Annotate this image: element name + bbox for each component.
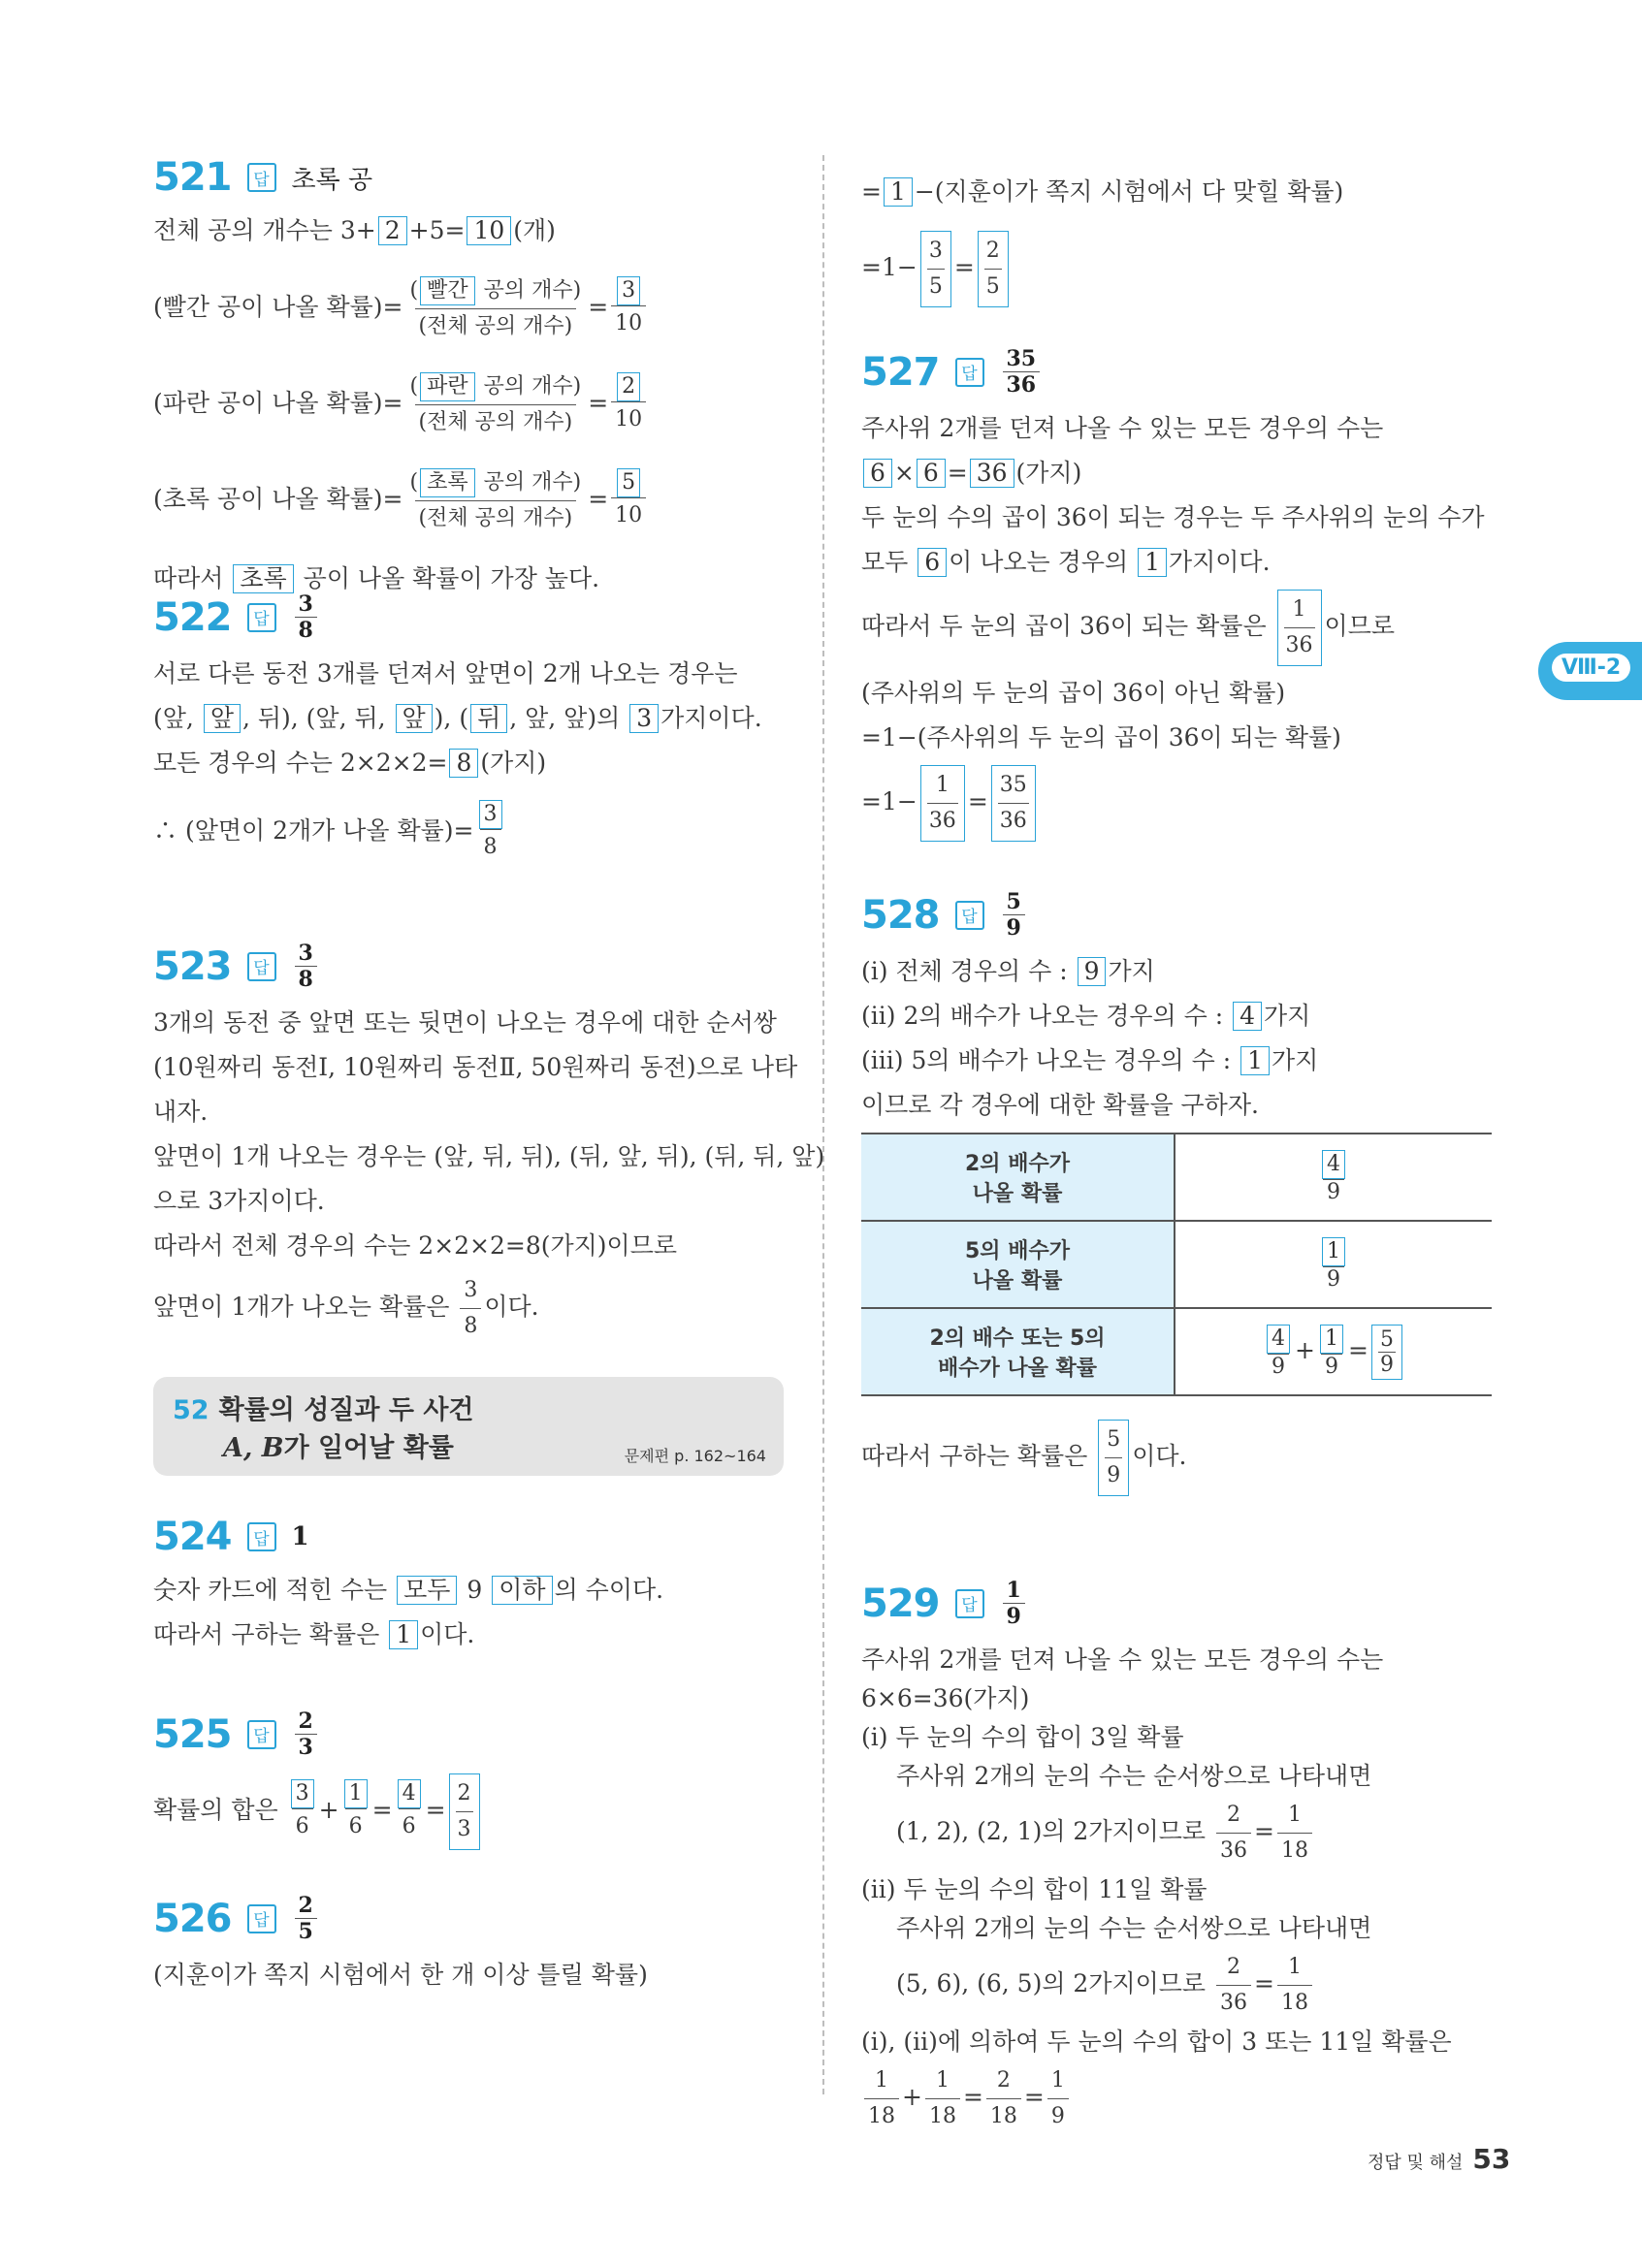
- answer-badge: 답: [955, 901, 984, 930]
- table-row: 5의 배수가 나올 확률 $\frac{1}{9}$: [861, 1221, 1492, 1308]
- text-line: 모든 경우의 수는 2×2×2= 8 (가지): [153, 749, 547, 777]
- text-line: 내자.: [153, 1098, 209, 1126]
- problem-521: [153, 155, 784, 591]
- problem-number: 529: [861, 1581, 940, 1626]
- table-row: 2의 배수가 나올 확률 $\frac{4}{9}$: [861, 1134, 1492, 1221]
- page-number: 53: [1472, 2143, 1511, 2175]
- problem-number: 521: [153, 155, 232, 200]
- text-line: (ⅱ) 두 눈의 수의 합이 11일 확률: [861, 1875, 1207, 1903]
- text-line: 모두 6 이 나오는 경우의 1 가지이다.: [861, 548, 1271, 576]
- answer-fraction: $\frac{5}{9}$: [1003, 889, 1025, 941]
- formula-line: (빨간 공이 나올 확률)= $\frac{\text{( 빨간 공의 개수)}}{\text{(전체 공의 개수)}}$ = $\frac{3}{10}$: [153, 273, 784, 344]
- section-reference: 문제편 p. 162~164: [624, 1447, 766, 1465]
- table-row: 2의 배수 또는 5의 배수가 나올 확률 $\frac{4}{9}$ + $\frac{1}{9}$ = $\frac{5}{9}$: [861, 1308, 1492, 1395]
- text-line: 따라서 전체 경우의 수는 2×2×2=8(가지)이므로: [153, 1231, 678, 1260]
- problem-number: 526: [153, 1896, 232, 1941]
- column-divider: [822, 155, 824, 2094]
- text-line: (ⅰ), (ⅱ)에 의하여 두 눈의 수의 합이 3 또는 11일 확률은: [861, 2028, 1452, 2056]
- problem-number: 522: [153, 594, 232, 640]
- section-number: 52: [173, 1395, 209, 1425]
- footer-label: 정답 및 해설: [1368, 2153, 1464, 2173]
- text-line: 3개의 동전 중 앞면 또는 뒷면이 나오는 경우에 대한 순서쌍: [153, 1008, 777, 1037]
- formula-line: (초록 공이 나올 확률)= $\frac{\text{( 초록 공의 개수)}}{\text{(전체 공의 개수)}}$ = $\frac{5}{10}$: [153, 465, 784, 536]
- probability-table: [861, 1133, 1492, 1396]
- problem-number: 525: [153, 1711, 232, 1757]
- text-line: 주사위 2개를 던져 나올 수 있는 모든 경우의 수는: [861, 1645, 1384, 1674]
- text-line: (5, 6), (6, 5)의 2가지이므로 $\frac{2}{36}$ = $\frac{1}{18}$: [861, 1950, 1492, 2021]
- formula-line: $\frac{1}{18}$ + $\frac{1}{18}$ = $\frac{2}{18}$ = $\frac{1}{9}$: [861, 2063, 1492, 2134]
- text-line: 6×6=36(가지): [861, 1684, 1030, 1712]
- text-line: (ⅰ) 두 눈의 수의 합이 3일 확률: [861, 1723, 1184, 1751]
- answer-fraction: $\frac{2}{5}$: [295, 1893, 317, 1944]
- answer-badge: 답: [247, 163, 276, 192]
- problem-number: 523: [153, 943, 232, 989]
- text-line: (주사위의 두 눈의 곱이 36이 아닌 확률): [861, 679, 1286, 707]
- formula-line: =1− $\frac{3}{5}$ = $\frac{2}{5}$: [861, 231, 1492, 307]
- text-line: 따라서 두 눈의 곱이 36이 되는 확률은 $\frac{1}{36}$ 이므로: [861, 590, 1492, 666]
- text-line: (1, 2), (2, 1)의 2가지이므로 $\frac{2}{36}$ = $\frac{1}{18}$: [861, 1798, 1492, 1869]
- problem-524: [153, 1515, 784, 1709]
- text-line: = 1 −(지훈이가 쪽지 시험에서 다 맞힐 확률): [861, 177, 1344, 206]
- answer-text: 1: [291, 1522, 309, 1551]
- text-line: 주사위 2개의 눈의 수는 순서쌍으로 나타내면: [896, 1762, 1372, 1790]
- formula-line: 확률의 합은 $\frac{3}{6}$ + $\frac{1}{6}$ = $\frac{4}{6}$ = $\frac{2}{3}$: [153, 1773, 784, 1850]
- problem-526: [153, 1893, 784, 1993]
- answer-fraction: $\frac{2}{3}$: [295, 1709, 317, 1760]
- text-line: 서로 다른 동전 3개를 던져서 앞면이 2개 나오는 경우는: [153, 659, 738, 687]
- answer-badge: 답: [247, 952, 276, 981]
- text-line: 앞면이 1개가 나오는 확률은 $\frac{3}{8}$ 이다.: [153, 1273, 784, 1344]
- problem-529: [861, 1578, 1492, 2134]
- answer-badge: 답: [247, 603, 276, 632]
- text-line: (앞, 앞 , 뒤), (앞, 뒤, 앞 ), ( 뒤 , 앞, 앞)의 3 가지이다.: [153, 704, 762, 732]
- text-line: (ⅲ) 5의 배수가 나오는 경우의 수 : 1 가지: [861, 1046, 1319, 1074]
- problem-528: [861, 889, 1492, 1487]
- answer-badge: 답: [247, 1522, 276, 1551]
- text-line: 주사위 2개를 던져 나올 수 있는 모든 경우의 수는: [861, 414, 1384, 442]
- text-line: (지훈이가 쪽지 시험에서 한 개 이상 틀릴 확률): [153, 1961, 648, 1989]
- text-line: 이므로 각 경우에 대한 확률을 구하자.: [861, 1091, 1259, 1119]
- text-line: 주사위 2개의 눈의 수는 순서쌍으로 나타내면: [896, 1914, 1372, 1942]
- text-line: 따라서 구하는 확률은 $\frac{5}{9}$ 이다.: [861, 1420, 1492, 1496]
- problem-number: 524: [153, 1515, 232, 1559]
- answer-fraction: $\frac{35}{36}$: [1003, 346, 1041, 398]
- problem-number: 528: [861, 892, 940, 938]
- answer-badge: 답: [247, 1720, 276, 1749]
- text-line: 전체 공의 개수는 3+ 2 +5= 10 (개): [153, 216, 556, 244]
- problem-number: 527: [861, 349, 940, 395]
- chapter-tab[interactable]: [1538, 642, 1642, 700]
- text-line: (10원짜리 동전Ⅰ, 10원짜리 동전Ⅱ, 50원짜리 동전)으로 나타: [153, 1053, 798, 1081]
- left-column: [153, 155, 825, 2002]
- chapter-tab-label: Ⅷ-2: [1552, 654, 1630, 682]
- text-line: 으로 3가지이다.: [153, 1187, 325, 1215]
- answer-badge: 답: [955, 358, 984, 387]
- formula-line: (파란 공이 나올 확률)= $\frac{\text{( 파란 공의 개수)}}{\text{(전체 공의 개수)}}$ = $\frac{2}{10}$: [153, 369, 784, 440]
- problem-523: [153, 941, 825, 1377]
- answer-text: 초록 공: [291, 165, 373, 195]
- text-line: 따라서 초록 공이 나올 확률이 가장 높다.: [153, 564, 600, 592]
- answer-fraction: $\frac{3}{8}$: [295, 941, 317, 992]
- answer-fraction: $\frac{3}{8}$: [295, 591, 317, 643]
- text-line: 두 눈의 수의 곱이 36이 되는 경우는 두 주사위의 눈의 수가: [861, 503, 1485, 531]
- problem-525: [153, 1709, 784, 1893]
- answer-fraction: $\frac{1}{9}$: [1003, 1578, 1025, 1629]
- answer-badge: 답: [955, 1589, 984, 1618]
- text-line: 6 × 6 = 36 (가지): [861, 456, 1492, 491]
- problem-527: [861, 346, 1492, 889]
- page-footer: [1368, 2143, 1510, 2175]
- right-column: [861, 165, 1492, 2138]
- text-line: (ⅰ) 전체 경우의 수 : 9 가지: [861, 957, 1155, 985]
- text-line: (ⅱ) 2의 배수가 나오는 경우의 수 : 4 가지: [861, 1002, 1311, 1030]
- answer-badge: 답: [247, 1904, 276, 1933]
- formula-line: =1− $\frac{1}{36}$ = $\frac{35}{36}$: [861, 765, 1492, 842]
- text-line: ∴ (앞면이 2개가 나올 확률)= $\frac{3}{8}$: [153, 800, 784, 865]
- text-line: 숫자 카드에 적힌 수는 모두 9 이하 의 수이다.: [153, 1576, 664, 1604]
- text-line: =1−(주사위의 두 눈의 곱이 36이 되는 확률): [861, 723, 1341, 751]
- problem-522: [153, 591, 784, 941]
- text-line: 앞면이 1개 나오는 경우는 (앞, 뒤, 뒤), (뒤, 앞, 뒤), (뒤, 뒤, 앞): [153, 1142, 825, 1170]
- text-line: 따라서 구하는 확률은 1 이다.: [153, 1620, 475, 1648]
- section-title: 확률의 성질과 두 사건: [218, 1395, 474, 1425]
- section-header: 52 확률의 성질과 두 사건 A, B가 일어날 확률 문제편 p. 162~164: [153, 1377, 784, 1476]
